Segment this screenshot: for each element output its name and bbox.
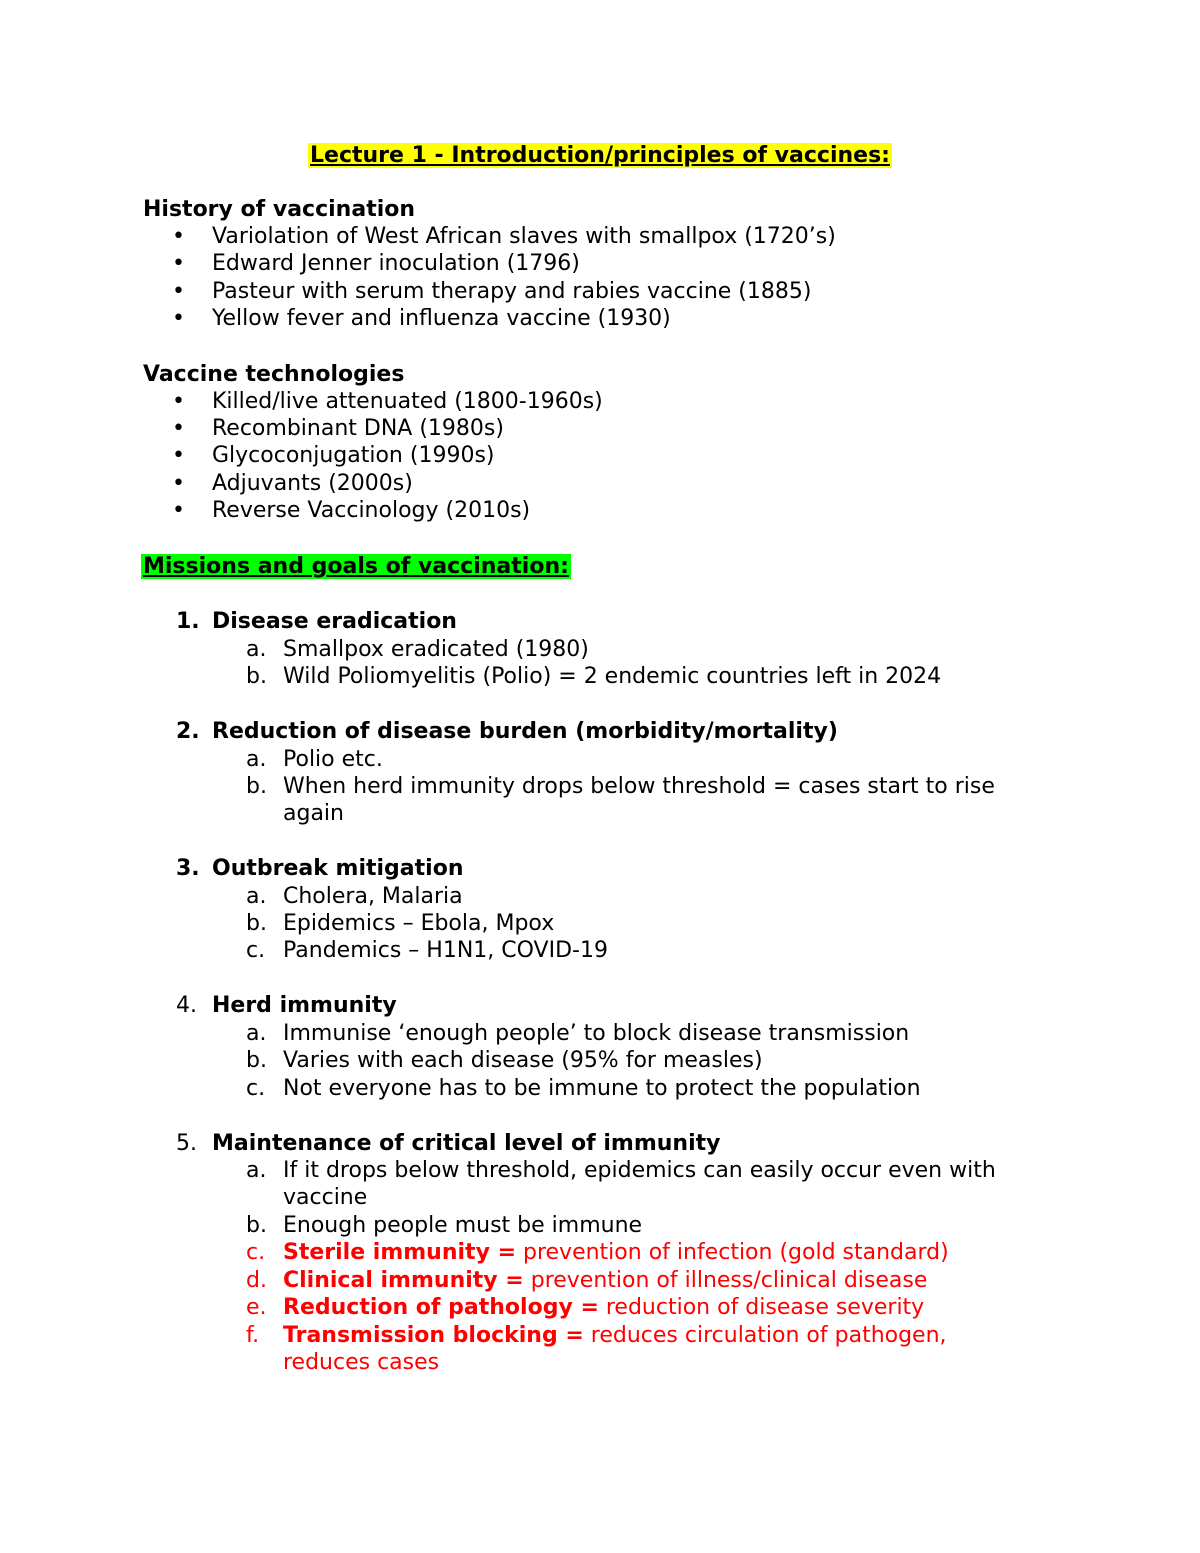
bullet-icon	[172, 388, 188, 415]
term-reduction-of-pathology: Reduction of pathology =	[283, 1295, 599, 1320]
missions-heading: Missions and goals of vaccination:	[143, 554, 569, 579]
document-page: Lecture 1 - Introduction/principles of vaccines: History of vaccination • Variolation of West African slaves with smallpox (1720’s) • Edward Jenner inoculation (1796) • Pasteur with serum therapy and rabies vaccine (1885) • Yellow fever and influenza vaccine (1930) Vaccine technologies • Killed/live attenuated (1800-1960s) • Recombinant DNA (1980s) • Glycoconjugation (1990s) • Adjuvants (2000s) • Reverse Vaccinology (2010s) Missions and goals of vaccination: 1. Disease eradication a. Smallpox eradicated (1980) b. Wild Poliomyelitis (Polio) = 2 endemic countries left in 2024 2. Reduction of disease burden (morbidity/mortality) a. Polio etc. b. When herd immunity drops below threshold = cases start to rise again 3. Outbreak mitigation a. Cholera, Malaria b. Epidemics – Ebola, Mpox c. Pandemics – H1N1, COVID-19 4. Herd immunity a. Immunise ‘enough people’ to block disease transmission b. Varies with each disease (95% for measles) c. Not everyone has to be immune to protect the population 5. Maintenance of critical level of immunity a. If it drops below threshold, epidemics can easily occur even with vaccine b. Enough people must be immune c. Sterile immunity = prevention of infection (gold standard) d. Clinical immunity = prevention of illness/clinical disease e. Reduction of pathology = reduction of disease severity f. Transmission blocking = reduces circulation of pathogen, reduces cases	[0, 0, 1200, 1553]
bullet-icon	[172, 305, 188, 332]
bullet-icon	[172, 415, 188, 442]
bullet-icon	[172, 250, 188, 277]
bullet-icon	[172, 278, 188, 305]
bullet-icon	[172, 470, 188, 497]
term-sterile-immunity: Sterile immunity =	[283, 1240, 516, 1265]
document-title	[0, 142, 1200, 169]
technologies-heading: Vaccine technologies	[143, 362, 405, 387]
bullet-icon	[172, 223, 188, 250]
history-heading: History of vaccination	[143, 197, 416, 222]
term-transmission-blocking: Transmission blocking =	[283, 1323, 584, 1348]
term-clinical-immunity: Clinical immunity =	[283, 1268, 524, 1293]
title-highlight: Lecture 1 - Introduction/principles of vaccines:	[310, 143, 890, 168]
bullet-icon	[172, 442, 188, 469]
bullet-icon	[172, 497, 188, 524]
